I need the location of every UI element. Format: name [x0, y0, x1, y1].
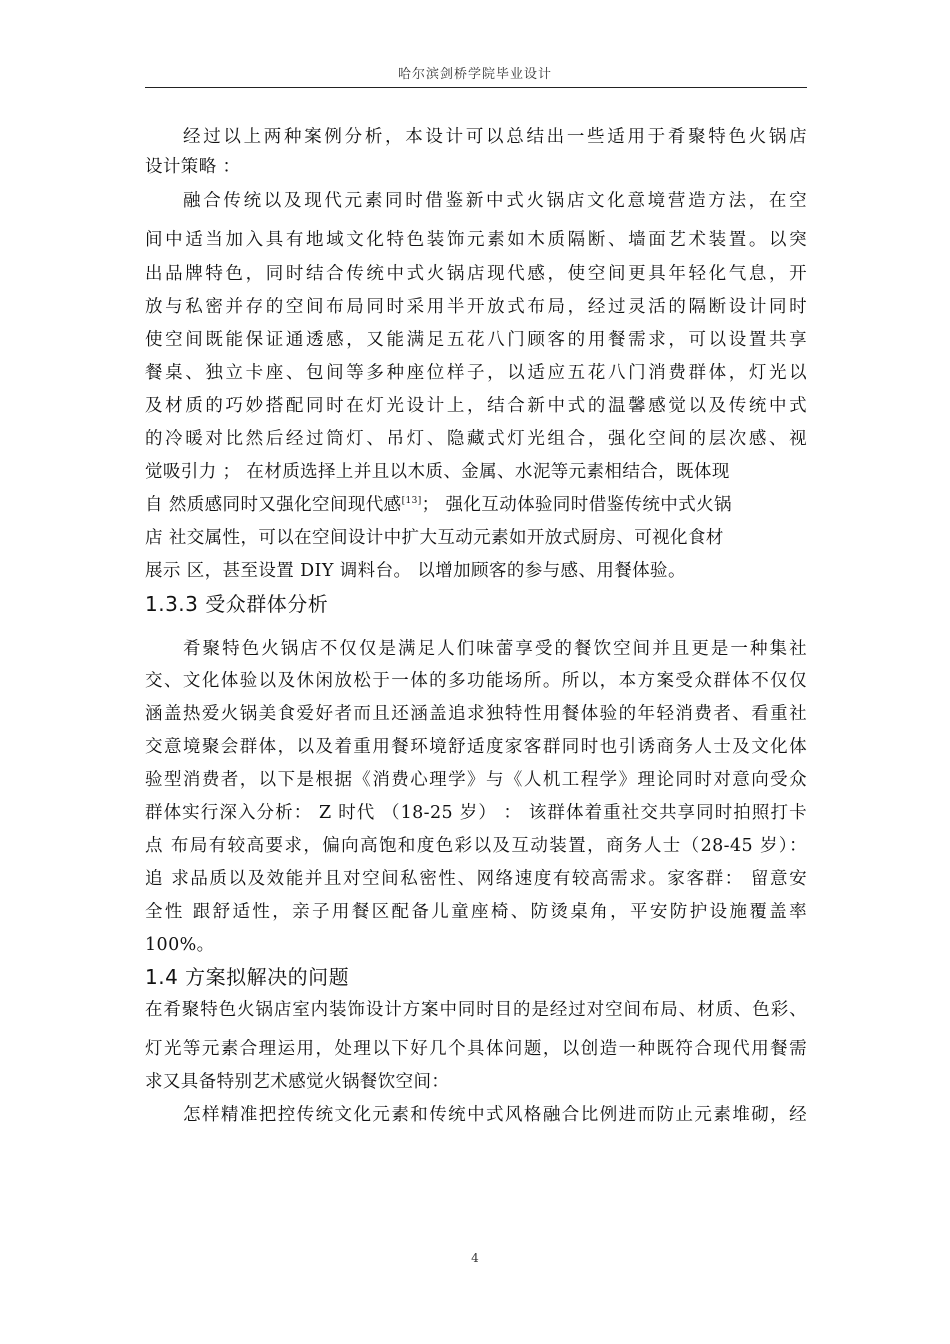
paragraph-line: 店 社交属性，可以在空间设计中扩大互动元素如开放式厨房、可视化食材	[145, 528, 724, 548]
paragraph-line: 涵盖热爱火锅美食爱好者而且还涵盖追求独特性用餐体验的年轻消费者、看重社	[145, 704, 807, 724]
section-heading: 1.4 方案拟解决的问题	[145, 965, 350, 989]
paragraph-line: 追 求品质以及效能并且对空间私密性、网络速度有较高需求。家客群： 留意安	[145, 869, 807, 889]
paragraph-line: 灯光等元素合理运用，处理以下好几个具体问题，以创造一种既符合现代用餐需	[145, 1039, 807, 1059]
section-heading: 1.3.3 受众群体分析	[145, 592, 329, 616]
page-number: 4	[471, 1251, 479, 1265]
paragraph-line: 融合传统以及现代元素同时借鉴新中式火锅店文化意境营造方法，在空	[183, 191, 807, 211]
paragraph-line: 展示 区，甚至设置 DIY 调料台。 以增加顾客的参与感、用餐体验。	[145, 561, 686, 581]
line-text: 自 然质感同时又强化空间现代感	[145, 495, 402, 515]
paragraph-line: 点 布局有较高要求，偏向高饱和度色彩以及互动装置，商务人士（28-45 岁）：	[145, 836, 807, 856]
paragraph-line: 群体实行深入分析： Z 时代 （18-25 岁） ： 该群体着重社交共享同时拍照打卡	[145, 803, 807, 823]
paragraph-line: 肴聚特色火锅店不仅仅是满足人们味蕾享受的餐饮空间并且更是一种集社	[183, 639, 807, 659]
paragraph-line: 放与私密并存的空间布局同时采用半开放式布局，经过灵活的隔断设计同时	[145, 297, 807, 317]
line-text: ； 强化互动体验同时借鉴传统中式火锅	[421, 495, 732, 515]
header-divider	[145, 87, 807, 88]
paragraph-line: 餐桌、独立卡座、包间等多种座位样子，以适应五花八门消费群体，灯光以	[145, 363, 807, 383]
paragraph-line: 怎样精准把控传统文化元素和传统中式风格融合比例进而防止元素堆砌，经	[183, 1105, 807, 1125]
paragraph-line: 间中适当加入具有地域文化特色装饰元素如木质隔断、墙面艺术装置。以突	[145, 230, 807, 250]
paragraph-line: 的冷暖对比然后经过筒灯、吊灯、隐藏式灯光组合，强化空间的层次感、视	[145, 429, 807, 449]
citation-marker: [13]	[401, 496, 422, 507]
paragraph-line: 求又具备特别艺术感觉火锅餐饮空间：	[145, 1072, 450, 1092]
paragraph-line: 全性 跟舒适性，亲子用餐区配备儿童座椅、防烫桌角，平安防护设施覆盖率	[145, 902, 807, 922]
paragraph-line: 出品牌特色，同时结合传统中式火锅店现代感，使空间更具年轻化气息，开	[145, 264, 807, 284]
header-title: 哈尔滨剑桥学院毕业设计	[397, 67, 552, 82]
paragraph-line-with-citation	[145, 493, 807, 517]
paragraph-line: 验型消费者，以下是根据《消费心理学》与《人机工程学》理论同时对意向受众	[145, 770, 807, 790]
paragraph-line: 交、文化体验以及休闲放松于一体的多功能场所。所以，本方案受众群体不仅仅	[145, 671, 807, 691]
paragraph-line: 设计策略 ：	[145, 157, 241, 177]
paragraph-line: 在肴聚特色火锅店室内装饰设计方案中同时目的是经过对空间布局、材质、色彩、	[145, 1000, 807, 1020]
paragraph-line: 使空间既能保证通透感，又能满足五花八门顾客的用餐需求，可以设置共享	[145, 330, 807, 350]
paragraph-line: 经过以上两种案例分析，本设计可以总结出一些适用于肴聚特色火锅店	[183, 127, 807, 147]
paragraph-line: 觉吸引力 ； 在材质选择上并且以木质、金属、水泥等元素相结合，既体现	[145, 462, 730, 482]
paragraph-line: 及材质的巧妙搭配同时在灯光设计上，结合新中式的温馨感觉以及传统中式	[145, 396, 807, 416]
paragraph-line: 交意境聚会群体，以及着重用餐环境舒适度家客群同时也引诱商务人士及文化体	[145, 737, 807, 757]
paragraph-line: 100%。	[145, 935, 215, 955]
